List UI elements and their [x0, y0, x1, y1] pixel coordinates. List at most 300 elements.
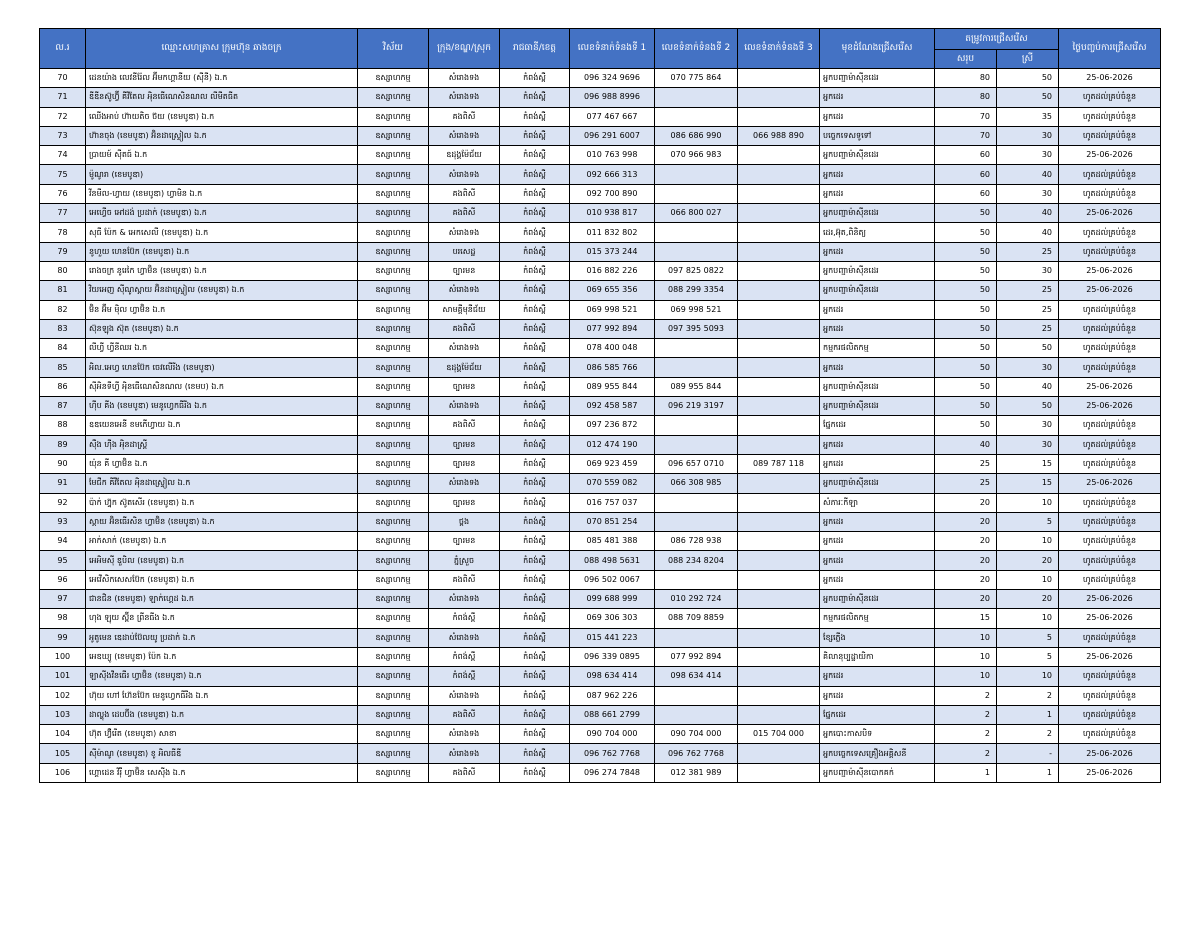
cell-province: កំពង់ស្ពឺ: [500, 551, 570, 570]
cell-district: កំពង់ស្ពឺ: [429, 667, 500, 686]
cell-phone1: 090 704 000: [570, 725, 655, 744]
cell-total: 15: [935, 609, 997, 628]
cell-company: អេវើសិកសេសប៊ែក (ខេមបូឌា) ឯ.ក: [86, 570, 358, 589]
col-header-female: ស្រី: [997, 50, 1059, 69]
cell-phone1: 097 236 872: [570, 416, 655, 435]
cell-position: អ្នកដេរ: [820, 300, 935, 319]
cell-total: 50: [935, 358, 997, 377]
cell-deadline: ហូតដល់គ្រប់ចំនួន: [1059, 126, 1161, 145]
cell-deadline: 25-06-2026: [1059, 146, 1161, 165]
col-header-position: មុខដំណែងជ្រើសរើស: [820, 29, 935, 69]
cell-phone3: [738, 69, 820, 88]
cell-total: 50: [935, 223, 997, 242]
cell-position: អ្នកដេរ: [820, 686, 935, 705]
cell-phone2: 088 234 8204: [655, 551, 738, 570]
cell-no: 96: [40, 570, 86, 589]
cell-district: សំរោងទង: [429, 281, 500, 300]
col-header-phone2: លេខទំនាក់ទំនងទី 2: [655, 29, 738, 69]
table-row: [40, 416, 1161, 435]
cell-total: 10: [935, 667, 997, 686]
cell-district: សំរោងទង: [429, 165, 500, 184]
cell-deadline: ហូតដល់គ្រប់ចំនួន: [1059, 551, 1161, 570]
cell-phone2: 088 709 8859: [655, 609, 738, 628]
col-header-deadline: ថ្ងៃបញ្ចប់ការជ្រើសរើស: [1059, 29, 1161, 69]
cell-deadline: ហូតដល់គ្រប់ចំនួន: [1059, 705, 1161, 724]
cell-female: 15: [997, 454, 1059, 473]
cell-deadline: 25-06-2026: [1059, 261, 1161, 280]
cell-phone2: [655, 435, 738, 454]
cell-district: កំពង់ស្ពឺ: [429, 609, 500, 628]
cell-phone2: [655, 416, 738, 435]
cell-province: កំពង់ស្ពឺ: [500, 512, 570, 531]
cell-phone3: [738, 204, 820, 223]
cell-province: កំពង់ស្ពឺ: [500, 126, 570, 145]
cell-sector: ឧស្សាហកម្ម: [358, 590, 429, 609]
cell-sector: ឧស្សាហកម្ម: [358, 647, 429, 666]
cell-no: 72: [40, 107, 86, 126]
cell-total: 25: [935, 474, 997, 493]
cell-province: កំពង់ស្ពឺ: [500, 590, 570, 609]
table-row: [40, 242, 1161, 261]
cell-female: 1: [997, 763, 1059, 782]
cell-female: 10: [997, 667, 1059, 686]
cell-phone3: [738, 88, 820, 107]
cell-phone2: 086 728 938: [655, 532, 738, 551]
cell-province: កំពង់ស្ពឺ: [500, 609, 570, 628]
cell-phone2: [655, 686, 738, 705]
table-row: [40, 647, 1161, 666]
cell-province: កំពង់ស្ពឺ: [500, 319, 570, 338]
cell-position: អ្នកបញ្ជាម៉ាស៊ីនដេរ: [820, 281, 935, 300]
cell-phone3: [738, 242, 820, 261]
cell-phone2: [655, 493, 738, 512]
cell-sector: ឧស្សាហកម្ម: [358, 377, 429, 396]
cell-province: កំពង់ស្ពឺ: [500, 69, 570, 88]
cell-female: 30: [997, 358, 1059, 377]
cell-sector: ឧស្សាហកម្ម: [358, 242, 429, 261]
cell-sector: ឧស្សាហកម្ម: [358, 339, 429, 358]
cell-district: សំរោងទង: [429, 628, 500, 647]
cell-position: អ្នកដេរ: [820, 319, 935, 338]
cell-no: 70: [40, 69, 86, 88]
cell-deadline: ហូតដល់គ្រប់ចំនួន: [1059, 512, 1161, 531]
cell-no: 88: [40, 416, 86, 435]
cell-position: អ្នកបញ្ជាម៉ាស៊ីនដេរ: [820, 590, 935, 609]
cell-deadline: ហូតដល់គ្រប់ចំនួន: [1059, 107, 1161, 126]
cell-company: រោងចក្រ នូរេកៃ ហ្វាម៊ិន (ខេមបូឌា) ឯ.ក: [86, 261, 358, 280]
cell-sector: ឧស្សាហកម្ម: [358, 551, 429, 570]
cell-sector: ឧស្សាហកម្ម: [358, 69, 429, 88]
cell-district: សាមគ្គីមុនីជ័យ: [429, 300, 500, 319]
cell-district: សំរោងទង: [429, 686, 500, 705]
cell-district: កំពង់ស្ពឺ: [429, 647, 500, 666]
cell-deadline: ហូតដល់គ្រប់ចំនួន: [1059, 725, 1161, 744]
cell-position: ខ្សែភ្លើង: [820, 628, 935, 647]
cell-sector: ឧស្សាហកម្ម: [358, 184, 429, 203]
cell-phone1: 010 763 998: [570, 146, 655, 165]
cell-company: លីហ្វី ហ្វីនីឈរ ឯ.ក: [86, 339, 358, 358]
table-row: [40, 69, 1161, 88]
cell-sector: ឧស្សាហកម្ម: [358, 165, 429, 184]
col-header-district: ក្រុង/ខណ្ឌ/ស្រុក: [429, 29, 500, 69]
cell-total: 50: [935, 377, 997, 396]
cell-sector: ឧស្សាហកម្ម: [358, 126, 429, 145]
cell-phone3: [738, 223, 820, 242]
cell-province: កំពង់ស្ពឺ: [500, 667, 570, 686]
cell-phone2: 010 292 724: [655, 590, 738, 609]
cell-female: 1: [997, 705, 1059, 724]
cell-total: 50: [935, 339, 997, 358]
cell-company: អេអិមស៊ី ឌួបិល (ខេមបូឌា) ឯ.ក: [86, 551, 358, 570]
cell-phone3: [738, 628, 820, 647]
cell-phone3: [738, 377, 820, 396]
cell-sector: ឧស្សាហកម្ម: [358, 435, 429, 454]
table-header: [40, 29, 1161, 69]
cell-province: កំពង់ស្ពឺ: [500, 339, 570, 358]
cell-phone3: [738, 493, 820, 512]
cell-phone1: 085 481 388: [570, 532, 655, 551]
cell-no: 102: [40, 686, 86, 705]
cell-company: ដាល្ហុង ដេបប៊ីង (ខេមបូឌា) ឯ.ក: [86, 705, 358, 724]
cell-phone3: [738, 705, 820, 724]
cell-district: គងពិសី: [429, 570, 500, 589]
col-header-phone3: លេខទំនាក់ទំនងទី 3: [738, 29, 820, 69]
cell-district: សំរោងទង: [429, 126, 500, 145]
table-row: [40, 609, 1161, 628]
cell-deadline: ហូតដល់គ្រប់ចំនួន: [1059, 493, 1161, 512]
cell-position: សំភារៈកីឡា: [820, 493, 935, 512]
cell-no: 97: [40, 590, 86, 609]
cell-deadline: ហូតដល់គ្រប់ចំនួន: [1059, 570, 1161, 589]
cell-company: សុធី ប៉ែក & អេកសេលី (ខេមបូឌា) ឯ.ក: [86, 223, 358, 242]
cell-total: 50: [935, 319, 997, 338]
cell-total: 70: [935, 126, 997, 145]
cell-phone1: 096 762 7768: [570, 744, 655, 763]
cell-total: 50: [935, 397, 997, 416]
col-header-province: រាជធានី/ខេត្ត: [500, 29, 570, 69]
cell-position: ផ្នែកដេរ: [820, 705, 935, 724]
cell-phone2: 077 992 894: [655, 647, 738, 666]
cell-phone1: 089 955 844: [570, 377, 655, 396]
cell-position: អ្នកដេរ: [820, 667, 935, 686]
cell-phone1: 016 882 226: [570, 261, 655, 280]
cell-phone2: 090 704 000: [655, 725, 738, 744]
cell-phone2: 089 955 844: [655, 377, 738, 396]
cell-position: អ្នកបញ្ជាម៉ាស៊ីនដេរ: [820, 397, 935, 416]
cell-company: មែជីក គីវីតែល អុិនដាស្ទ្រៀល ឯ.ក: [86, 474, 358, 493]
cell-phone1: 069 923 459: [570, 454, 655, 473]
cell-total: 60: [935, 184, 997, 203]
cell-province: កំពង់ស្ពឺ: [500, 165, 570, 184]
cell-position: អ្នកបច្ចេកទេសគ្រឿងអគ្គិសនី: [820, 744, 935, 763]
col-header-company: ឈ្មោះសហគ្រាស ក្រុមហ៊ុន ឆាងចក្រ: [86, 29, 358, 69]
cell-phone1: 088 661 2799: [570, 705, 655, 724]
cell-phone2: [655, 184, 738, 203]
cell-female: 10: [997, 532, 1059, 551]
cell-deadline: ហូតដល់គ្រប់ចំនួន: [1059, 223, 1161, 242]
cell-deadline: ហូតដល់គ្រប់ចំនួន: [1059, 184, 1161, 203]
cell-sector: ឧស្សាហកម្ម: [358, 570, 429, 589]
cell-sector: ឧស្សាហកម្ម: [358, 744, 429, 763]
cell-phone2: [655, 358, 738, 377]
cell-phone2: [655, 88, 738, 107]
cell-district: សំរោងទង: [429, 474, 500, 493]
cell-sector: ឧស្សាហកម្ម: [358, 725, 429, 744]
cell-total: 60: [935, 165, 997, 184]
cell-female: 35: [997, 107, 1059, 126]
cell-phone1: 092 700 890: [570, 184, 655, 203]
cell-total: 50: [935, 261, 997, 280]
cell-district: សំរោងទង: [429, 223, 500, 242]
cell-company: ស្តាយ អ៊ិនធើរសិន ហ្វាម៊ិន (ខេមបូឌា) ឯ.ក: [86, 512, 358, 531]
cell-company: ស៊ីម៉ាណូ (ខេមបូឌា) ខូ អិលធីឌី: [86, 744, 358, 763]
cell-deadline: ហូតដល់គ្រប់ចំនួន: [1059, 242, 1161, 261]
cell-female: 30: [997, 126, 1059, 145]
cell-district: ច្បារមន: [429, 261, 500, 280]
cell-phone1: 070 851 254: [570, 512, 655, 531]
cell-phone3: [738, 184, 820, 203]
cell-phone3: [738, 590, 820, 609]
cell-position: អ្នកដេរ: [820, 107, 935, 126]
cell-position: បច្ចេកទេសទូទៅ: [820, 126, 935, 145]
cell-deadline: ហូតដល់គ្រប់ចំនួន: [1059, 88, 1161, 107]
cell-female: 10: [997, 493, 1059, 512]
table-row: [40, 261, 1161, 280]
table-row: [40, 339, 1161, 358]
cell-no: 86: [40, 377, 86, 396]
cell-company: ហ្គោដេន វីរ៉ឹ ហ្វាម៊ិន សេស៊ីង ឯ.ក: [86, 763, 358, 782]
cell-phone3: 089 787 118: [738, 454, 820, 473]
table-row: [40, 570, 1161, 589]
cell-phone3: [738, 261, 820, 280]
cell-district: គងពិសី: [429, 416, 500, 435]
cell-no: 92: [40, 493, 86, 512]
table-row: [40, 184, 1161, 203]
cell-phone3: [738, 551, 820, 570]
cell-district: ច្បារមន: [429, 377, 500, 396]
cell-phone3: [738, 474, 820, 493]
cell-female: 30: [997, 184, 1059, 203]
cell-company: ស៊ឺង ហ៊ីង អុិនដាស្ត្រី: [86, 435, 358, 454]
cell-female: 40: [997, 165, 1059, 184]
cell-province: កំពង់ស្ពឺ: [500, 300, 570, 319]
cell-phone2: 086 686 990: [655, 126, 738, 145]
cell-female: 2: [997, 686, 1059, 705]
cell-position: អ្នកដេរ: [820, 570, 935, 589]
cell-phone1: 069 998 521: [570, 300, 655, 319]
table-row: [40, 204, 1161, 223]
cell-district: សំរោងទង: [429, 88, 500, 107]
cell-female: 30: [997, 146, 1059, 165]
table-body: [40, 69, 1161, 783]
cell-total: 10: [935, 628, 997, 647]
cell-no: 105: [40, 744, 86, 763]
table-row: [40, 686, 1161, 705]
cell-deadline: ហូតដល់គ្រប់ចំនួន: [1059, 686, 1161, 705]
cell-position: អ្នកបញ្ជាម៉ាស៊ីនដេរ: [820, 261, 935, 280]
cell-phone1: 069 655 356: [570, 281, 655, 300]
col-header-total: សរុប: [935, 50, 997, 69]
cell-no: 79: [40, 242, 86, 261]
cell-female: 15: [997, 474, 1059, 493]
cell-female: 5: [997, 628, 1059, 647]
cell-district: ឧដុង្គម៉ែជ័យ: [429, 358, 500, 377]
cell-phone3: [738, 609, 820, 628]
cell-phone2: [655, 628, 738, 647]
cell-no: 93: [40, 512, 86, 531]
table-row: [40, 281, 1161, 300]
cell-sector: ឧស្សាហកម្ម: [358, 319, 429, 338]
cell-female: 25: [997, 242, 1059, 261]
cell-female: 10: [997, 570, 1059, 589]
cell-no: 75: [40, 165, 86, 184]
cell-phone1: 015 373 244: [570, 242, 655, 261]
cell-female: 40: [997, 204, 1059, 223]
cell-sector: ឧស្សាហកម្ម: [358, 300, 429, 319]
cell-sector: ឧស្សាហកម្ម: [358, 686, 429, 705]
cell-district: គងពិសី: [429, 184, 500, 203]
cell-province: កំពង់ស្ពឺ: [500, 454, 570, 473]
cell-deadline: 25-06-2026: [1059, 474, 1161, 493]
cell-sector: ឧស្សាហកម្ម: [358, 667, 429, 686]
cell-total: 20: [935, 493, 997, 512]
cell-sector: ឧស្សាហកម្ម: [358, 454, 429, 473]
cell-total: 2: [935, 705, 997, 724]
cell-district: ច្បារមន: [429, 493, 500, 512]
cell-phone1: 099 688 999: [570, 590, 655, 609]
table-row: [40, 551, 1161, 570]
cell-district: ថ្ពង: [429, 512, 500, 531]
cell-province: កំពង់ស្ពឺ: [500, 146, 570, 165]
cell-phone2: [655, 242, 738, 261]
table-row: [40, 532, 1161, 551]
cell-total: 60: [935, 146, 997, 165]
cell-district: គងពិសី: [429, 107, 500, 126]
cell-female: 20: [997, 590, 1059, 609]
table-row: [40, 165, 1161, 184]
cell-phone3: [738, 763, 820, 782]
cell-phone1: 098 634 414: [570, 667, 655, 686]
cell-deadline: ហូតដល់គ្រប់ចំនួន: [1059, 532, 1161, 551]
cell-sector: ឧស្សាហកម្ម: [358, 763, 429, 782]
cell-position: អ្នកបញ្ជាម៉ាស៊ីនបោកគក់: [820, 763, 935, 782]
cell-company: ប៉ាក់ ហ្វ៊ុក ស៊ូតសើរ (ខេមបូឌា) ឯ.ក: [86, 493, 358, 512]
col-header-need: តម្រូវការជ្រើសរើស: [935, 29, 1059, 50]
cell-company: អាក់សាក់ (ខេមបូឌា) ឯ.ក: [86, 532, 358, 551]
cell-position: កម្មករផលិតកម្ម: [820, 609, 935, 628]
cell-total: 80: [935, 88, 997, 107]
cell-phone3: [738, 570, 820, 589]
cell-sector: ឧស្សាហកម្ម: [358, 223, 429, 242]
table-row: [40, 667, 1161, 686]
cell-phone1: 096 502 0067: [570, 570, 655, 589]
cell-sector: ឧស្សាហកម្ម: [358, 281, 429, 300]
cell-deadline: ហូតដល់គ្រប់ចំនួន: [1059, 667, 1161, 686]
cell-phone1: 078 400 048: [570, 339, 655, 358]
table-row: [40, 107, 1161, 126]
cell-total: 1: [935, 763, 997, 782]
cell-total: 50: [935, 242, 997, 261]
cell-total: 10: [935, 647, 997, 666]
cell-province: កំពង់ស្ពឺ: [500, 474, 570, 493]
col-header-phone1: លេខទំនាក់ទំនងទី 1: [570, 29, 655, 69]
cell-no: 104: [40, 725, 86, 744]
cell-phone1: 096 291 6007: [570, 126, 655, 145]
cell-province: កំពង់ស្ពឺ: [500, 281, 570, 300]
cell-phone3: [738, 397, 820, 416]
table-row: [40, 705, 1161, 724]
col-header-no: ល.រ: [40, 29, 86, 69]
cell-district: គងពិសី: [429, 204, 500, 223]
cell-sector: ឧស្សាហកម្ម: [358, 204, 429, 223]
cell-deadline: 25-06-2026: [1059, 647, 1161, 666]
cell-phone3: [738, 107, 820, 126]
cell-phone2: 097 395 5093: [655, 319, 738, 338]
cell-province: កំពង់ស្ពឺ: [500, 570, 570, 589]
cell-deadline: 25-06-2026: [1059, 590, 1161, 609]
cell-sector: ឧស្សាហកម្ម: [358, 416, 429, 435]
table-row: [40, 223, 1161, 242]
cell-no: 106: [40, 763, 86, 782]
cell-total: 20: [935, 551, 997, 570]
cell-company: ហ៊ានចុង (ខេមបូឌា) អ៊ិនដាស្ទ្រៀល ឯ.ក: [86, 126, 358, 145]
cell-female: 25: [997, 281, 1059, 300]
cell-phone2: 069 998 521: [655, 300, 738, 319]
cell-phone2: [655, 107, 738, 126]
cell-no: 98: [40, 609, 86, 628]
cell-total: 20: [935, 570, 997, 589]
col-header-sector: វិស័យ: [358, 29, 429, 69]
cell-phone3: [738, 744, 820, 763]
cell-province: កំពង់ស្ពឺ: [500, 184, 570, 203]
cell-phone3: [738, 512, 820, 531]
cell-position: អ្នកបញ្ជាម៉ាស៊ីនដេរ: [820, 146, 935, 165]
cell-phone2: [655, 705, 738, 724]
cell-position: អ្នកបញ្ជាម៉ាស៊ីនដេរ: [820, 474, 935, 493]
cell-company: ឈើងអាប់ ហ៊ាយតិច ថ៊យ (ខេមបូឌា) ឯ.ក: [86, 107, 358, 126]
cell-female: 50: [997, 69, 1059, 88]
cell-no: 78: [40, 223, 86, 242]
cell-female: 25: [997, 319, 1059, 338]
cell-phone3: [738, 281, 820, 300]
cell-district: សំរោងទង: [429, 69, 500, 88]
cell-total: 25: [935, 454, 997, 473]
table-row: [40, 763, 1161, 782]
cell-phone1: 015 441 223: [570, 628, 655, 647]
cell-phone3: [738, 319, 820, 338]
cell-deadline: ហូតដល់គ្រប់ចំនួន: [1059, 319, 1161, 338]
table-row: [40, 744, 1161, 763]
cell-district: គងពិសី: [429, 763, 500, 782]
cell-district: បរសេដ្ឋ: [429, 242, 500, 261]
cell-no: 83: [40, 319, 86, 338]
cell-total: 50: [935, 300, 997, 319]
cell-female: 5: [997, 647, 1059, 666]
cell-no: 82: [40, 300, 86, 319]
cell-female: 50: [997, 397, 1059, 416]
cell-position: អ្នកបញ្ជាម៉ាស៊ីនដេរ: [820, 69, 935, 88]
cell-phone1: 070 559 082: [570, 474, 655, 493]
cell-phone3: [738, 647, 820, 666]
cell-district: គងពិសី: [429, 705, 500, 724]
cell-phone2: 070 775 864: [655, 69, 738, 88]
cell-position: ដេរ,អ៊ុត,ពិនិត្យ: [820, 223, 935, 242]
cell-position: អ្នកបញ្ជាម៉ាស៊ីនដេរ: [820, 377, 935, 396]
cell-sector: ឧស្សាហកម្ម: [358, 474, 429, 493]
cell-position: អ្នកដេរ: [820, 358, 935, 377]
cell-phone1: 077 467 667: [570, 107, 655, 126]
cell-position: ផ្នែកដេរ: [820, 416, 935, 435]
